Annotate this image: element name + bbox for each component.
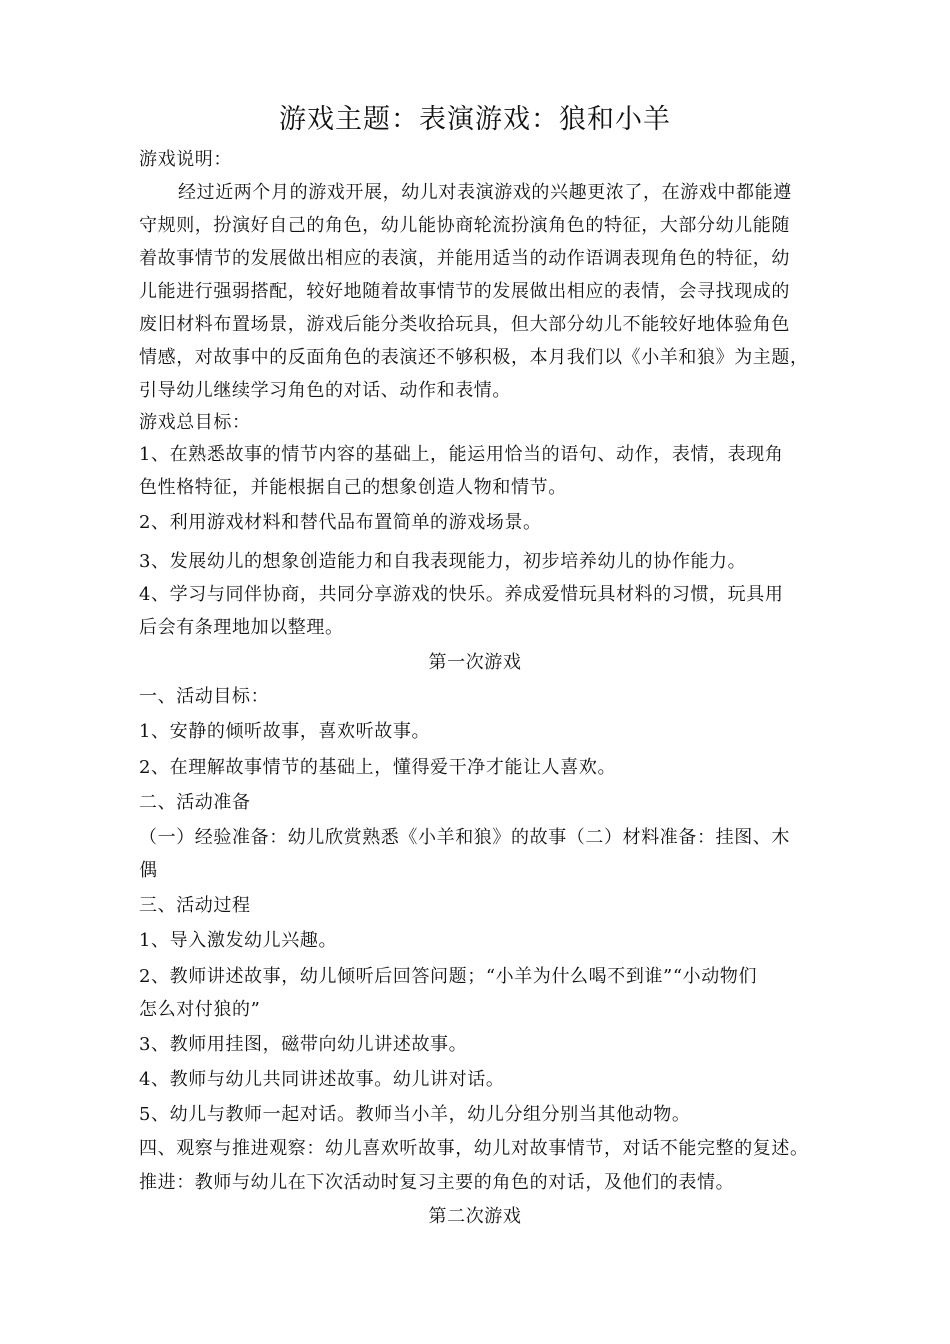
session1-line: 5、幼儿与教师一起对话。教师当小羊，幼儿分组分别当其他动物。 [139,1104,691,1125]
session1-line: 1、导入激发幼儿兴趣。 [139,930,338,951]
session1-line: 4、教师与幼儿共同讲述故事。幼儿讲对话。 [139,1069,505,1090]
goal-line: 3、发展幼儿的想象创造能力和自我表现能力，初步培养幼儿的协作能力。 [139,551,747,572]
intro-line: 儿能进行强弱搭配，较好地随着故事情节的发展做出相应的表情，会寻找现成的 [139,281,790,302]
session1-line: 1、安静的倾听故事，喜欢听故事。 [139,721,431,742]
section-heading-session-1: 第一次游戏 [428,652,522,673]
intro-line: 情感，对故事中的反面角色的表演还不够积极，本月我们以《小羊和狼》为主题， [139,347,809,368]
goal-line: 4、学习与同伴协商，共同分享游戏的快乐。养成爱惜玩具材料的习惯，玩具用 [139,584,784,605]
session1-line: （一）经验准备：幼儿欣赏熟悉《小羊和狼》的故事（二）材料准备：挂图、木 [139,827,790,848]
goal-line: 1、在熟悉故事的情节内容的基础上，能运用恰当的语句、动作，表情，表现角 [139,444,784,465]
session1-line: 2、教师讲述故事，幼儿倾听后回答问题；“小羊为什么喝不到谁”“小动物们 [139,966,758,987]
section-heading-goals: 游戏总目标： [139,412,251,433]
intro-line: 经过近两个月的游戏开展，幼儿对表演游戏的兴趣更浓了，在游戏中都能遵 [178,182,792,203]
session1-line: 怎么对付狼的” [139,999,261,1020]
session1-line: 偶 [139,860,158,881]
intro-line: 守规则，扮演好自己的角色，幼儿能协商轮流扮演角色的特征，大部分幼儿能随 [139,215,790,236]
session1-line: 推进：教师与幼儿在下次活动时复习主要的角色的对话，及他们的表情。 [139,1172,735,1193]
goal-line: 2、利用游戏材料和替代品布置简单的游戏场景。 [139,512,542,533]
section-heading-game-intro: 游戏说明： [139,149,232,170]
goal-line: 后会有条理地加以整理。 [139,617,344,638]
session1-line: 3、教师用挂图，磁带向幼儿讲述故事。 [139,1034,468,1055]
session1-line: 三、活动过程 [139,895,251,916]
session1-line: 2、在理解故事情节的基础上，懂得爱干净才能让人喜欢。 [139,757,617,778]
session1-line: 一、活动目标： [139,686,270,707]
goal-line: 色性格特征，并能根据自己的想象创造人物和情节。 [139,477,567,498]
session1-line: 四、观察与推进观察：幼儿喜欢听故事，幼儿对故事情节，对话不能完整的复述。 [139,1138,809,1159]
section-heading-session-2: 第二次游戏 [428,1206,522,1227]
document-title: 游戏主题：表演游戏：狼和小羊 [279,104,671,135]
session1-line: 二、活动准备 [139,792,251,813]
intro-line: 废旧材料布置场景，游戏后能分类收拾玩具，但大部分幼儿不能较好地体验角色 [139,314,790,335]
intro-line: 着故事情节的发展做出相应的表演，并能用适当的动作语调表现角色的特征，幼 [139,248,790,269]
intro-line: 引导幼儿继续学习角色的对话、动作和表情。 [139,380,511,401]
